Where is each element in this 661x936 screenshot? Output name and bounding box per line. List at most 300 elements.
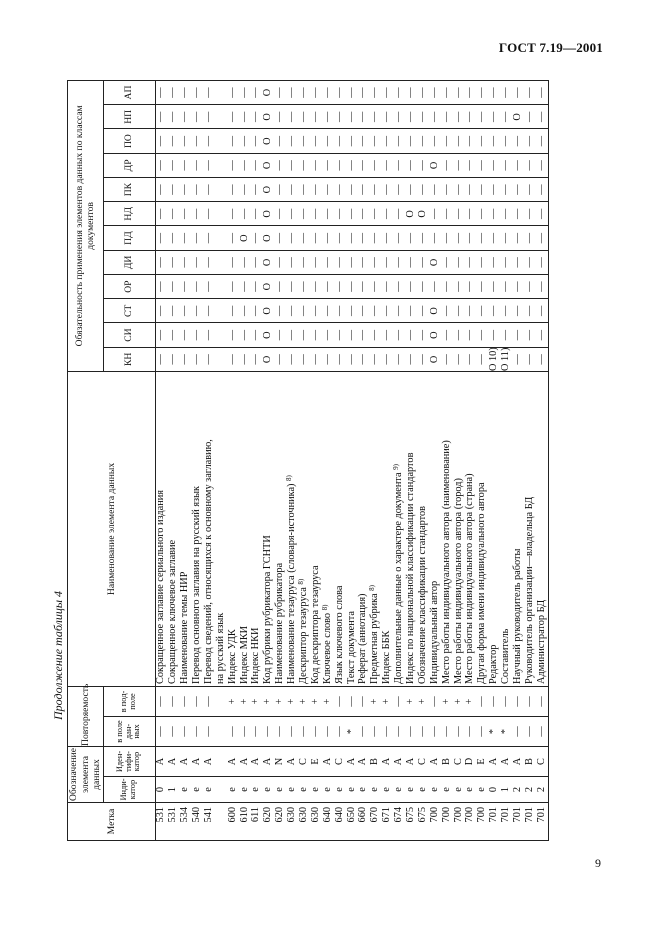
cell-class-1: — [488,323,500,347]
cell-element-name [167,371,179,686]
cell-class-1: — [227,323,239,347]
cell-class-2: — [405,299,417,323]
cell-indicator: e [239,777,251,803]
cell-class-7: — [274,177,286,201]
cell-element-name [227,371,239,686]
cell-class-9: — [524,129,536,153]
cell-class-1: — [417,323,429,347]
cell-repeat-subfield [215,686,227,716]
cell-class-7: — [488,177,500,201]
cell-class-10: — [358,105,370,129]
header-designation: Обозначение элемента данных [68,747,102,801]
cell-class-7: — [286,177,298,201]
table-row [263,80,275,840]
cell-class-2: — [465,299,477,323]
cell-class-7: — [334,177,346,201]
cell-identifier: A [322,746,334,776]
cell-class-5: — [524,226,536,250]
cell-class-1: — [512,323,524,347]
cell-indicator: e [203,777,215,803]
table-row [346,80,358,840]
cell-class-8: — [536,153,548,177]
cell-class-2: — [358,299,370,323]
cell-class-10: — [393,105,405,129]
cell-repeat-field: — [239,716,251,746]
element-name-text: Язык ключевого слова [333,585,345,684]
cell-mark: 700 [465,803,477,841]
cell-class-0: — [227,347,239,371]
cell-repeat-field: — [167,716,179,746]
page-number: 9 [595,856,601,870]
cell-class-2: O [263,299,275,323]
cell-element-name [310,371,322,686]
cell-class-8: — [524,153,536,177]
cell-class-11 [215,80,227,104]
table-row [215,80,227,840]
cell-class-4: — [512,250,524,274]
cell-class-6: — [310,202,322,226]
cell-indicator: e [358,777,370,803]
cell-class-0: — [465,347,477,371]
element-name-text: Перевод основного заглавия на русский язык [190,485,202,684]
cell-class-9: — [251,129,263,153]
cell-class-11: — [536,80,548,104]
cell-repeat-subfield: + [263,686,275,716]
cell-class-8: — [179,153,191,177]
cell-class-2: — [346,299,358,323]
cell-class-3: — [155,274,167,298]
table-row [441,80,453,840]
cell-class-3: — [286,274,298,298]
cell-class-10: — [251,105,263,129]
cell-class-8: — [310,153,322,177]
cell-class-8: — [465,153,477,177]
cell-class-5: — [167,226,179,250]
header-class-2: СТ [103,299,155,323]
cell-class-6: — [322,202,334,226]
cell-class-3: — [346,274,358,298]
cell-class-1: — [441,323,453,347]
cell-class-1: — [346,323,358,347]
cell-element-name [251,371,263,686]
cell-element-name [405,371,417,686]
cell-class-10: — [274,105,286,129]
cell-class-4: — [346,250,358,274]
element-name-text: Обозначение классификации стандартов [416,505,428,684]
cell-repeat-field: — [358,716,370,746]
table-row [286,80,298,840]
cell-class-3: — [334,274,346,298]
cell-class-1: O [263,323,275,347]
cell-class-2: — [298,299,310,323]
cell-class-4: — [393,250,405,274]
cell-class-9: — [417,129,429,153]
cell-class-6: — [500,202,512,226]
header-identifier: Иден-тифи-катор [103,746,155,776]
cell-class-4: — [167,250,179,274]
cell-indicator: 0 [488,777,500,803]
cell-class-4: — [477,250,489,274]
cell-class-0: — [358,347,370,371]
cell-class-2: — [370,299,382,323]
cell-repeat-field: — [477,716,489,746]
cell-identifier: N [274,746,286,776]
cell-mark: 620 [274,803,286,841]
cell-class-1: — [370,323,382,347]
cell-class-7: — [500,177,512,201]
table-row [358,80,370,840]
table-row [512,80,524,840]
header-repeatability: Повторяемость [68,686,104,746]
cell-class-7: — [524,177,536,201]
cell-mark: 675 [417,803,429,841]
cell-identifier: A [239,746,251,776]
cell-class-3: — [227,274,239,298]
cell-class-8: — [393,153,405,177]
table-row [298,80,310,840]
cell-class-8: — [155,153,167,177]
cell-class-6: — [334,202,346,226]
cell-class-6: — [203,202,215,226]
cell-class-0: O [263,347,275,371]
cell-class-4: — [203,250,215,274]
cell-class-5: — [441,226,453,250]
element-name-text: Место работы индивидуального автора (наименование) [440,440,452,684]
element-name-text: Индивидуальный автор [428,580,440,684]
cell-identifier: A [500,746,512,776]
cell-repeat-subfield: + [239,686,251,716]
cell-class-7: — [536,177,548,201]
cell-class-10: — [179,105,191,129]
cell-class-11: — [381,80,393,104]
cell-class-11: — [477,80,489,104]
cell-element-name [441,371,453,686]
cell-repeat-subfield: — [191,686,203,716]
cell-identifier: C [536,746,548,776]
cell-class-11: — [155,80,167,104]
cell-element-name [298,371,310,686]
cell-repeat-field: — [334,716,346,746]
cell-class-7: — [441,177,453,201]
header-class-9: ПО [103,129,155,153]
cell-class-2: — [274,299,286,323]
cell-class-0: — [453,347,465,371]
cell-element-name [512,371,524,686]
table-row [536,80,548,840]
cell-element-name [393,371,405,686]
cell-class-9: — [310,129,322,153]
table-row [227,80,239,840]
cell-repeat-subfield: — [393,686,405,716]
cell-class-9: — [203,129,215,153]
cell-class-7: O [263,177,275,201]
cell-class-0: — [536,347,548,371]
cell-identifier: B [370,746,382,776]
cell-class-5: — [346,226,358,250]
cell-class-10: — [227,105,239,129]
cell-identifier: C [417,746,429,776]
cell-class-2: — [334,299,346,323]
cell-class-0: — [179,347,191,371]
cell-element-name [370,371,382,686]
cell-repeat-subfield: + [286,686,298,716]
cell-class-0: — [251,347,263,371]
cell-class-3: — [429,274,441,298]
header-in-field: в поле дан-ных [103,716,155,746]
cell-class-2: — [191,299,203,323]
table-row [155,80,167,840]
cell-class-10: — [286,105,298,129]
cell-indicator: e [263,777,275,803]
cell-class-5: — [393,226,405,250]
cell-class-8: — [358,153,370,177]
cell-class-10: — [346,105,358,129]
cell-class-3: — [536,274,548,298]
cell-class-1: — [334,323,346,347]
cell-class-10: — [334,105,346,129]
cell-mark: 611 [251,803,263,841]
cell-class-11: — [524,80,536,104]
element-name-text: Ключевое слово [321,612,333,684]
cell-identifier: A [512,746,524,776]
cell-class-1: — [465,323,477,347]
cell-indicator: e [417,777,429,803]
cell-indicator: 2 [512,777,524,803]
cell-class-1: — [155,323,167,347]
cell-class-5: — [512,226,524,250]
header-indicator: Инди-катор [103,777,155,803]
cell-repeat-field: — [370,716,382,746]
cell-class-3: — [381,274,393,298]
element-name-text: Текст документа [345,611,357,684]
cell-class-9: — [453,129,465,153]
cell-class-5: — [358,226,370,250]
cell-class-1: — [358,323,370,347]
cell-class-3: — [453,274,465,298]
cell-class-3: — [251,274,263,298]
cell-class-2: — [417,299,429,323]
cell-class-5: — [405,226,417,250]
cell-class-6: — [536,202,548,226]
cell-class-5: — [417,226,429,250]
cell-element-name [536,371,548,686]
cell-class-6: — [512,202,524,226]
cell-class-1: — [286,323,298,347]
header-class-3: ОР [103,274,155,298]
cell-indicator: e [429,777,441,803]
cell-class-0: — [393,347,405,371]
cell-class-8: — [381,153,393,177]
cell-mark: 700 [441,803,453,841]
cell-class-3: — [370,274,382,298]
cell-class-11: — [298,80,310,104]
cell-class-0 [215,347,227,371]
element-name-text: Индекс УДК [226,629,238,684]
cell-class-9: O [263,129,275,153]
cell-indicator: e [310,777,322,803]
footnote-ref: 9) [392,464,401,470]
cell-mark: 701 [500,803,512,841]
cell-class-3: — [203,274,215,298]
cell-element-name [274,371,286,686]
cell-class-0: — [298,347,310,371]
cell-class-0: — [334,347,346,371]
cell-class-10: — [524,105,536,129]
cell-class-4 [215,250,227,274]
cell-class-5: — [429,226,441,250]
cell-identifier [215,746,227,776]
header-obligatory: Обязательность применения элементов данных по классам документов [68,80,104,371]
cell-class-7: — [179,177,191,201]
cell-mark: 700 [453,803,465,841]
cell-class-2: — [393,299,405,323]
cell-class-3: — [393,274,405,298]
cell-class-8: — [203,153,215,177]
cell-class-8: — [477,153,489,177]
cell-class-4: — [358,250,370,274]
cell-class-7: — [393,177,405,201]
cell-class-11: — [334,80,346,104]
cell-class-8: — [488,153,500,177]
cell-identifier: C [298,746,310,776]
cell-class-2: — [179,299,191,323]
table-row [524,80,536,840]
cell-class-9: — [512,129,524,153]
cell-identifier: A [263,746,275,776]
cell-class-1: O [429,323,441,347]
cell-repeat-subfield: + [465,686,477,716]
cell-class-11: — [251,80,263,104]
cell-class-5: — [322,226,334,250]
table-row [453,80,465,840]
cell-class-6: — [453,202,465,226]
cell-class-8: — [370,153,382,177]
element-name-text: на русский язык [214,612,226,684]
cell-class-2: — [500,299,512,323]
header-class-6: НД [103,202,155,226]
table-row [488,80,500,840]
cell-class-1: — [310,323,322,347]
cell-class-2: — [286,299,298,323]
table-row [167,80,179,840]
cell-indicator: e [441,777,453,803]
cell-class-5: — [298,226,310,250]
cell-class-4: — [179,250,191,274]
cell-class-8: O [263,153,275,177]
cell-class-7: — [346,177,358,201]
footnote-ref: 8) [320,604,329,611]
cell-class-9: — [405,129,417,153]
cell-element-name [417,371,429,686]
cell-class-7: — [322,177,334,201]
cell-class-2: — [251,299,263,323]
element-name-text: Научный руководитель работы [512,548,524,684]
cell-repeat-field: — [227,716,239,746]
cell-class-11: — [167,80,179,104]
cell-class-4: — [536,250,548,274]
cell-class-3: — [310,274,322,298]
cell-class-8: O [429,153,441,177]
cell-class-0: — [346,347,358,371]
cell-repeat-field: — [417,716,429,746]
cell-class-6: O [417,202,429,226]
table-row [381,80,393,840]
cell-identifier: E [310,746,322,776]
cell-repeat-field: — [512,716,524,746]
header-class-10: НП [103,105,155,129]
cell-class-0: — [310,347,322,371]
cell-class-10: — [500,105,512,129]
cell-class-8: — [298,153,310,177]
cell-class-4: — [465,250,477,274]
table-row [203,80,215,840]
cell-indicator: 2 [536,777,548,803]
cell-class-0: — [155,347,167,371]
element-name-text: Составитель [500,628,512,684]
cell-repeat-field: — [298,716,310,746]
cell-class-9: — [155,129,167,153]
table-row [405,80,417,840]
cell-mark: 531 [167,803,179,841]
cell-indicator: e [465,777,477,803]
cell-class-2: — [239,299,251,323]
cell-repeat-subfield: — [346,686,358,716]
cell-class-7: — [358,177,370,201]
cell-class-4: — [298,250,310,274]
cell-class-6: — [274,202,286,226]
cell-class-11: — [203,80,215,104]
cell-class-7: — [465,177,477,201]
cell-identifier: A [381,746,393,776]
element-name-text: Место работы индивидуального автора (город) [452,478,464,684]
cell-class-9: — [227,129,239,153]
cell-class-1: — [191,323,203,347]
cell-class-6: O [263,202,275,226]
cell-class-8: — [227,153,239,177]
cell-identifier: C [334,746,346,776]
cell-class-2: — [203,299,215,323]
table-row [334,80,346,840]
table-row [310,80,322,840]
cell-repeat-subfield: + [322,686,334,716]
cell-class-2: — [488,299,500,323]
cell-class-7: — [251,177,263,201]
cell-class-10: — [488,105,500,129]
element-name-text: Предметная рубрика [369,593,381,684]
cell-class-7: — [227,177,239,201]
rotated-table-container [67,81,594,841]
cell-identifier: A [227,746,239,776]
footnote-ref: 8) [296,578,305,585]
cell-class-11: O [263,80,275,104]
element-name-text: Дескриптор тезауруса [297,587,309,684]
cell-class-11: — [370,80,382,104]
header-class-5: ПД [103,226,155,250]
cell-class-4: — [274,250,286,274]
cell-class-2: — [477,299,489,323]
cell-repeat-subfield: + [441,686,453,716]
cell-element-name [191,371,203,686]
header-class-1: СИ [103,323,155,347]
cell-class-7: — [405,177,417,201]
cell-class-6: — [524,202,536,226]
cell-class-3: — [358,274,370,298]
cell-class-3: — [488,274,500,298]
cell-class-8: — [512,153,524,177]
table-row [500,80,512,840]
cell-class-0: — [191,347,203,371]
cell-class-6: — [155,202,167,226]
